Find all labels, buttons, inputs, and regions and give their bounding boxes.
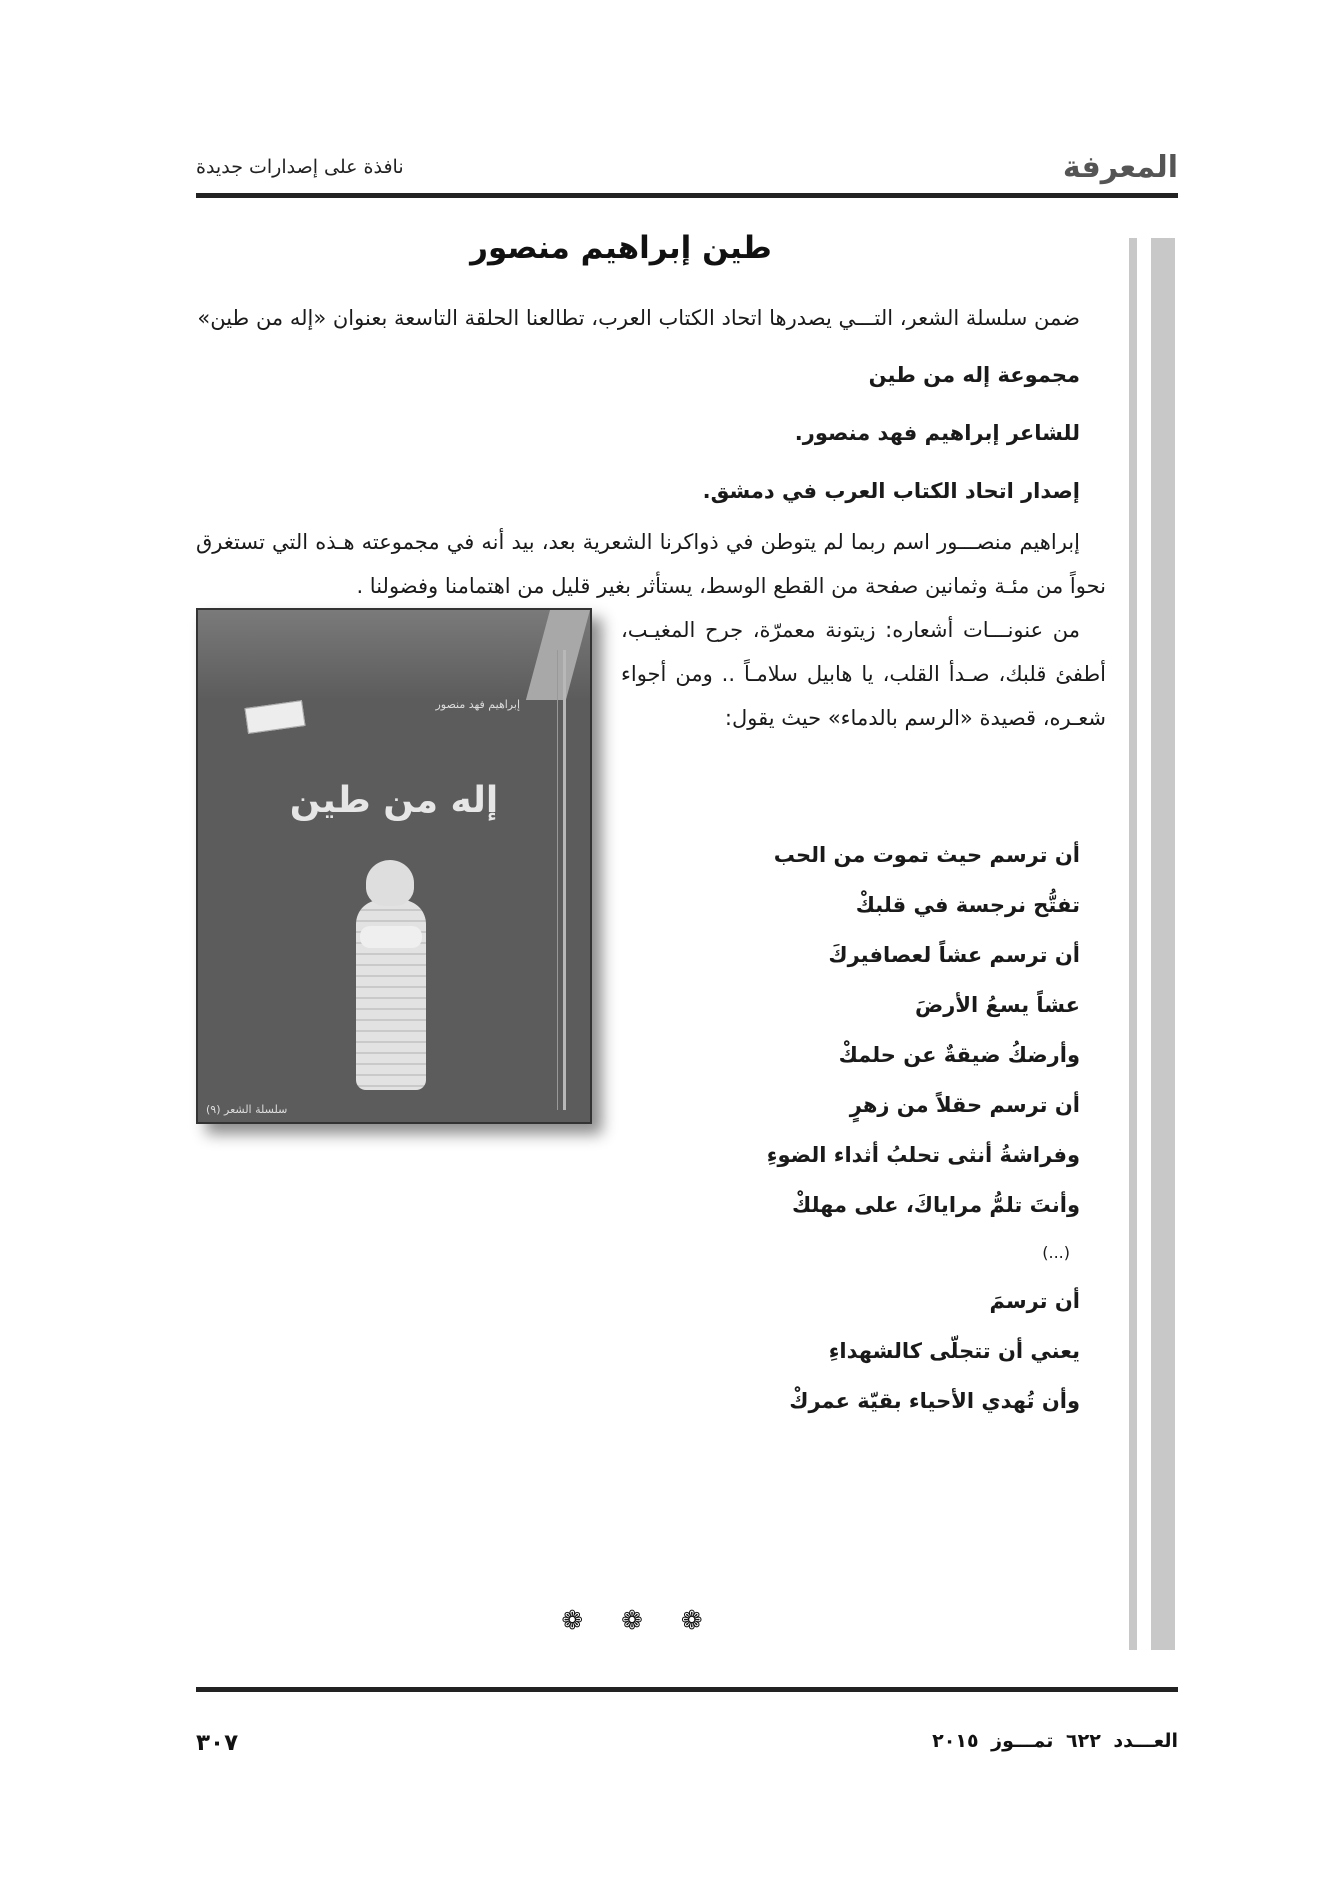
paragraph-3: من عنونـــات أشعاره: زيتونة معمرّة، جرح المغيـب، أطفئ قلبك، صـدأ القلب، يا هابيل سلامـاً .. ومن أجواء شعـره، قصيدة «الرسم بالدماء» حيث يقول: — [621, 618, 1106, 730]
ornament-divider: ❁❁❁ — [561, 1606, 741, 1636]
poem-line: وفراشةُ أنثى تحلبُ أثداء الضوءِ — [766, 1143, 1080, 1167]
cover-author: إبراهيم فهد منصور — [435, 698, 520, 711]
tablet-icon — [244, 700, 305, 734]
intro-paragraph: ضمن سلسلة الشعر، التـــي يصدرها اتحاد الكتاب العرب، تطالعنا الحلقة التاسعة بعنوان «إله من طين» — [197, 306, 1080, 330]
top-rule — [196, 193, 1178, 198]
decorative-bar-inner — [1129, 238, 1137, 1650]
decorative-bar-outer — [1151, 238, 1175, 1650]
article-title: طين إبراهيم منصور — [470, 230, 772, 266]
magazine-logo: المعرفة — [1062, 150, 1178, 185]
statue-image — [356, 860, 426, 1100]
publisher-line: إصدار اتحاد الكتاب العرب في دمشق. — [702, 479, 1080, 503]
page-number: ٣٠٧ — [196, 1730, 239, 1756]
poem-line: وأن تُهدي الأحياء بقيّة عمركْ — [789, 1389, 1080, 1413]
poem-line: عشاً يسعُ الأرضَ — [915, 993, 1080, 1017]
poem-line: أن ترسمَ — [989, 1289, 1080, 1313]
paragraph-2: إبراهيم منصـــور اسم ربما لم يتوطن في ذواكرنا الشعرية بعد، بيد أنه في مجموعته هـذه التي تستغرق نحواً من مئـة وثمانين صفحة من القطع الوسط، يستأثر بغير قليل من اهتمامنا وفضولنا . — [196, 530, 1106, 598]
page-footer — [196, 1730, 1178, 1766]
article-body — [196, 230, 1106, 1413]
page-header — [196, 150, 1178, 190]
cover-title: إله من طين — [289, 780, 499, 821]
book-cover-image — [196, 608, 596, 1128]
poem-line: أن ترسم حقلاً من زهرٍ — [849, 1093, 1080, 1117]
book-title-line: مجموعة إله من طين — [868, 363, 1080, 387]
poem-line: تفتُّح نرجسة في قلبكْ — [855, 893, 1080, 917]
poem-line: أن ترسم حيث تموت من الحب — [773, 843, 1080, 867]
poem-ellipsis: (...) — [1042, 1243, 1070, 1262]
poem-line: وأرضكُ ضيقةٌ عن حلمكْ — [838, 1043, 1080, 1067]
paragraph-3-block — [621, 608, 1106, 740]
poem — [680, 830, 1080, 1426]
section-title: نافذة على إصدارات جديدة — [196, 156, 404, 178]
issue-info: العـــدد ٦٢٢ تمـــوز ٢٠١٥ — [932, 1730, 1178, 1752]
poet-line: للشاعر إبراهيم فهد منصور. — [794, 421, 1080, 445]
poem-line: وأنتَ تلمُّ مراياكَ، على مهلكْ — [792, 1193, 1080, 1217]
book-section — [196, 608, 1106, 1413]
cover-series: سلسلة الشعر (٩) — [206, 1103, 288, 1116]
bottom-rule — [196, 1687, 1178, 1692]
poem-line: يعني أن تتجلّى كالشهداءِ — [828, 1339, 1080, 1363]
poem-line: أن ترسم عشاً لعصافيركَ — [828, 943, 1080, 967]
book-cover — [196, 608, 592, 1124]
